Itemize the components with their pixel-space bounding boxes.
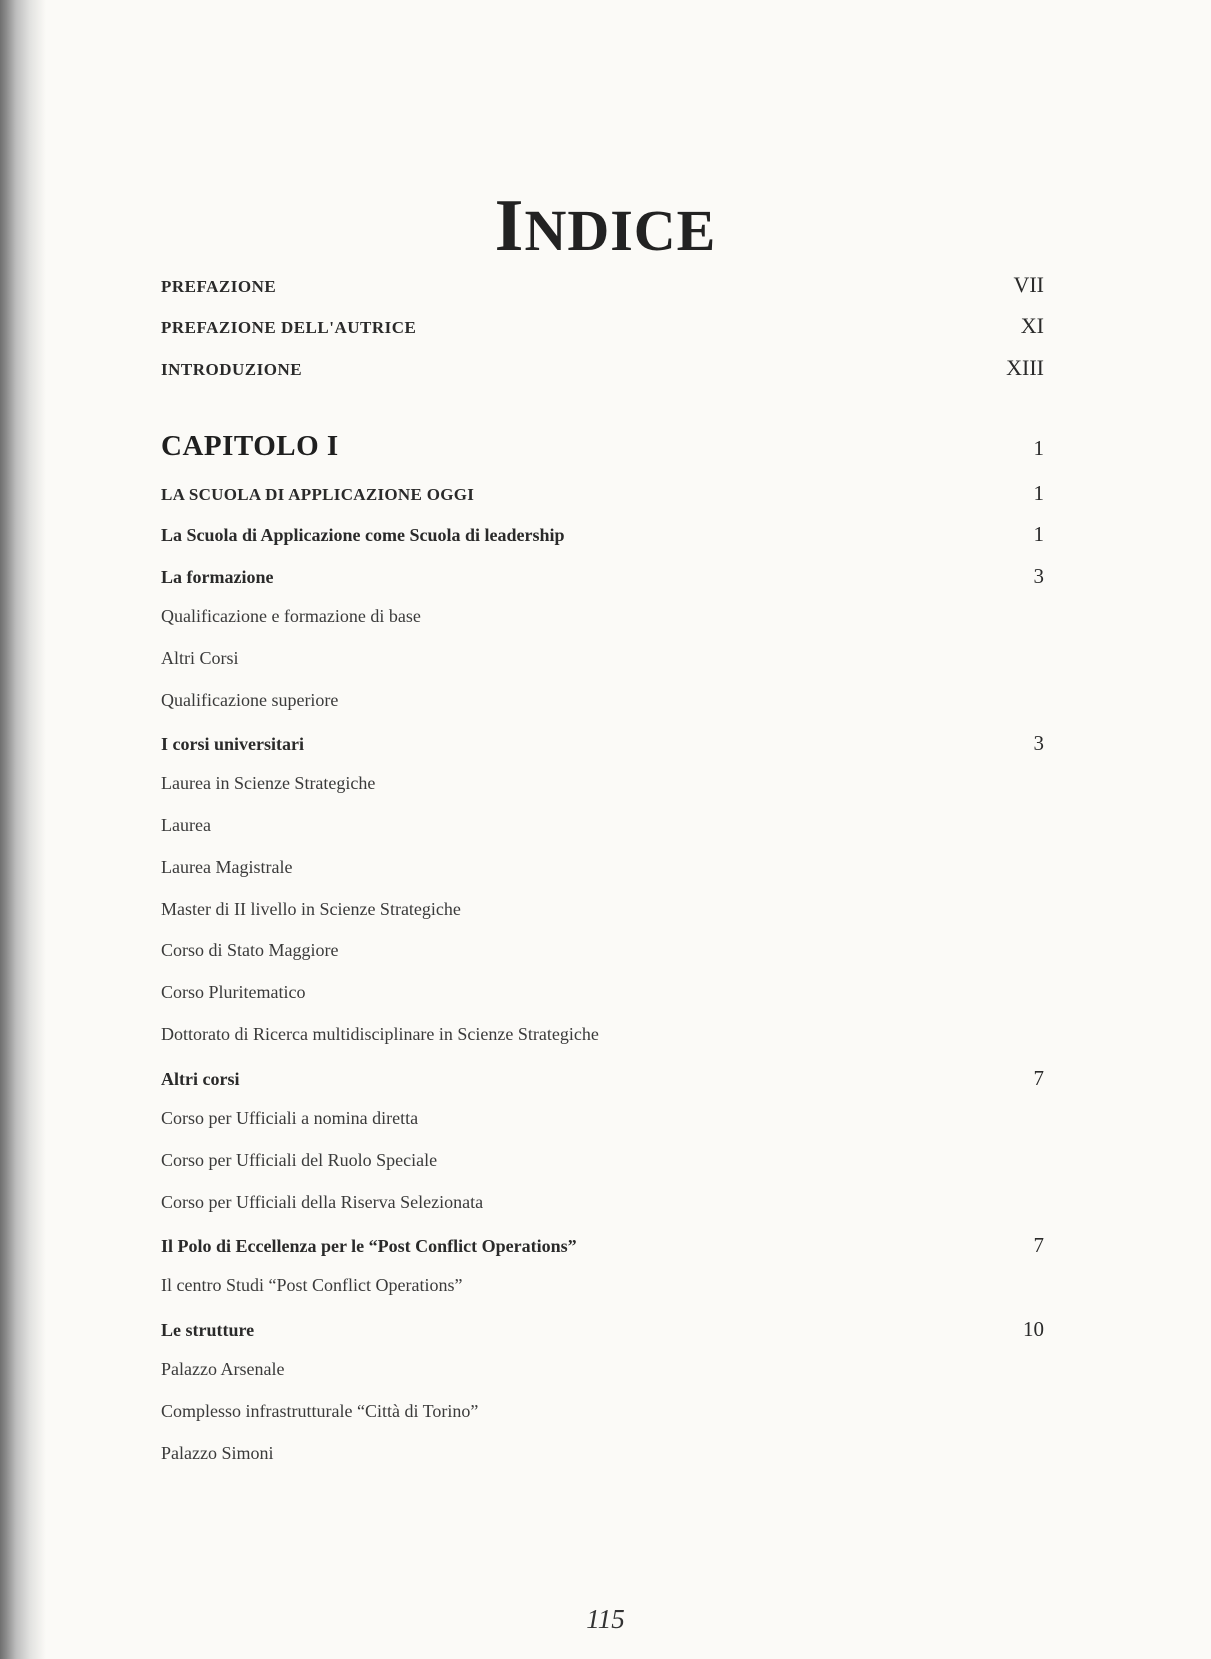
toc-entry-label: Qualificazione superiore: [161, 690, 339, 710]
toc-subsection: [161, 940, 1044, 961]
toc-entry-label: Master di II livello in Scienze Strategiche: [161, 899, 461, 919]
toc-entry-label: Altri corsi: [161, 1069, 240, 1089]
toc-section: [161, 564, 1044, 589]
toc-entry-label: Palazzo Simoni: [161, 1443, 274, 1463]
toc-subsection: [161, 606, 1044, 627]
toc-subsection: [161, 899, 1044, 920]
toc-subsection: [161, 1443, 1044, 1464]
toc-entry-page: 3: [1033, 564, 1044, 588]
toc-subsection: [161, 1401, 1044, 1422]
page-title: [0, 184, 1211, 267]
toc-entry-label: LA SCUOLA DI APPLICAZIONE OGGI: [161, 485, 475, 504]
toc-subsection: [161, 1108, 1044, 1129]
toc-entry-label: Le strutture: [161, 1320, 255, 1340]
toc-entry-label: Palazzo Arsenale: [161, 1359, 285, 1379]
toc-section: [161, 1233, 1044, 1258]
toc-entry-prefazione: [161, 272, 1044, 298]
page-folio: 115: [586, 1604, 625, 1634]
toc-entry-page: XIII: [1006, 355, 1044, 380]
toc-entry-label: Complesso infrastrutturale “Città di Torino”: [161, 1401, 479, 1421]
toc-subsection: [161, 690, 1044, 711]
toc-subsection: [161, 773, 1044, 794]
toc-section: [161, 1317, 1044, 1342]
toc-entry-label: Laurea: [161, 815, 211, 835]
toc-entry-label: Qualificazione e formazione di base: [161, 606, 421, 626]
toc-subsection: [161, 1150, 1044, 1171]
toc-entry-label: Corso per Ufficiali del Ruolo Speciale: [161, 1150, 438, 1170]
toc-entry-page: 7: [1033, 1233, 1044, 1257]
toc-subsection: [161, 648, 1044, 669]
toc-subsection: [161, 1192, 1044, 1213]
toc-entry-page: 1: [1033, 436, 1044, 460]
toc-section: [161, 1066, 1044, 1091]
toc-entry-page: VII: [1013, 272, 1044, 297]
page-title-initial: I: [494, 184, 525, 267]
toc-subsection: [161, 1024, 1044, 1045]
toc-entry-page: 10: [1023, 1317, 1044, 1341]
toc-entry-label: Corso per Ufficiali della Riserva Selezionata: [161, 1192, 484, 1212]
toc-entry-scuola-oggi: [161, 481, 1044, 506]
toc-entry-introduzione: [161, 355, 1044, 381]
toc-subsection: [161, 1275, 1044, 1296]
toc-subsection: [161, 1359, 1044, 1380]
toc-entry-label: INTRODUZIONE: [161, 360, 303, 379]
toc-section: [161, 731, 1044, 756]
toc-entry-label: La Scuola di Applicazione come Scuola di leadership: [161, 525, 565, 545]
toc-entry-label: I corsi universitari: [161, 734, 304, 754]
toc-chapter-heading: [161, 430, 1044, 463]
toc-entry-label: Laurea Magistrale: [161, 857, 293, 877]
toc-entry-label: Altri Corsi: [161, 648, 239, 668]
toc-entry-page: 1: [1033, 481, 1044, 505]
toc-entry-label: Corso di Stato Maggiore: [161, 940, 339, 960]
toc-entry-label: PREFAZIONE: [161, 277, 277, 296]
page-title-rest: NDICE: [524, 197, 717, 263]
toc-subsection: [161, 857, 1044, 878]
toc-entry-label: PREFAZIONE DELL'AUTRICE: [161, 318, 417, 337]
toc-entry-page: 3: [1033, 731, 1044, 755]
toc-entry-page: 1: [1033, 522, 1044, 546]
toc-entry-label: Corso Pluritematico: [161, 982, 306, 1002]
toc-entry-prefazione-autrice: [161, 313, 1044, 339]
toc-entry-label: Laurea in Scienze Strategiche: [161, 773, 376, 793]
toc-subsection: [161, 982, 1044, 1003]
toc-entry-label: Il Polo di Eccellenza per le “Post Conflict Operations”: [161, 1236, 577, 1256]
toc-entry-label: Dottorato di Ricerca multidisciplinare in Scienze Strategiche: [161, 1024, 599, 1044]
toc-section: [161, 522, 1044, 547]
toc-subsection: [161, 815, 1044, 836]
toc-entry-page: 7: [1033, 1066, 1044, 1090]
toc-entry-label: Il centro Studi “Post Conflict Operations”: [161, 1275, 463, 1295]
toc-entry-label: Corso per Ufficiali a nomina diretta: [161, 1108, 419, 1128]
toc-entry-label: CAPITOLO I: [161, 430, 339, 462]
toc-entry-label: La formazione: [161, 567, 274, 587]
toc-entry-page: XI: [1020, 313, 1044, 338]
